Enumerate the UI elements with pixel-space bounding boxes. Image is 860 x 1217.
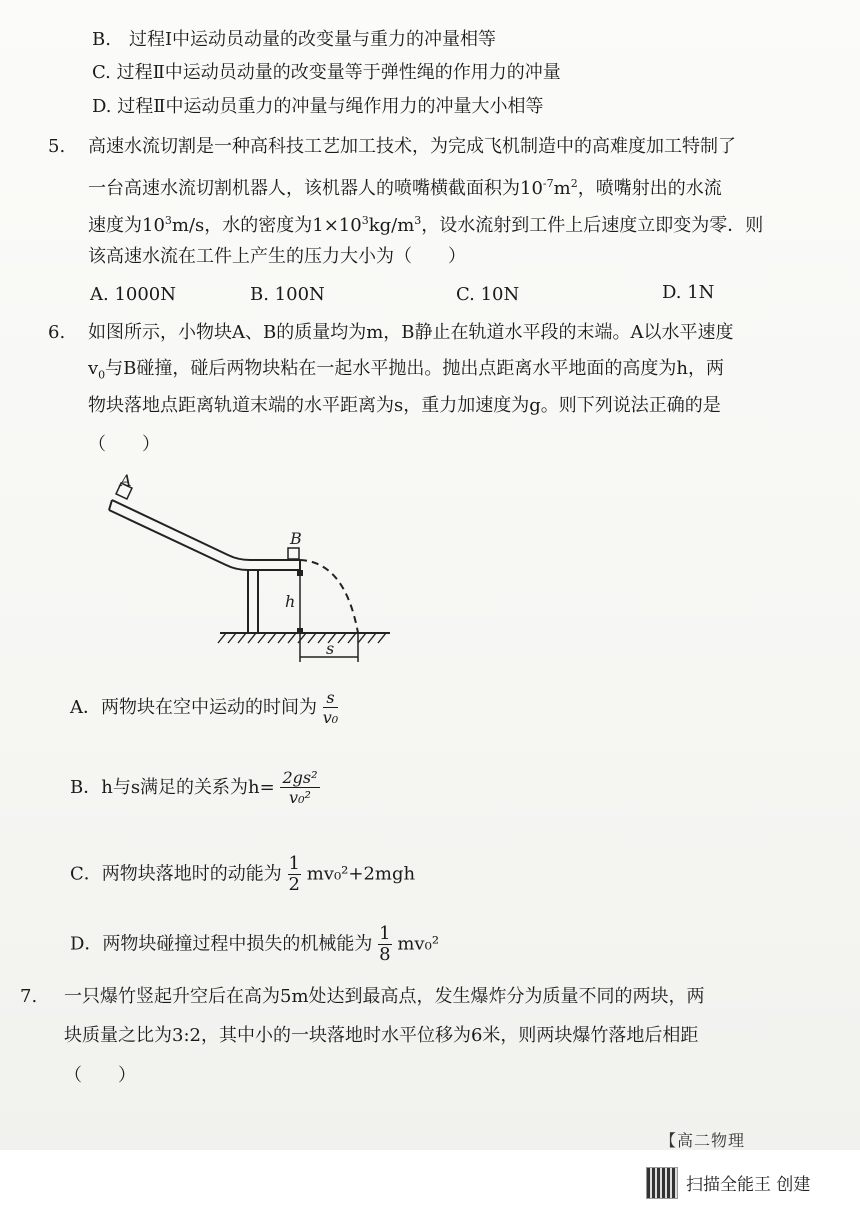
q6-figure xyxy=(100,470,400,670)
q7-line3: （ ） xyxy=(64,1065,136,1086)
q5-option-a: A. 1000N xyxy=(90,284,177,305)
label-a: A xyxy=(120,471,132,490)
block-b xyxy=(288,548,299,559)
label-s: s xyxy=(326,639,335,658)
q5-line4: 该高速水流在工件上产生的压力大小为（ ） xyxy=(88,246,466,267)
q5-line2: 一台高速水流切割机器人，该机器人的喷嘴横截面积为$10^{-7}m^2$，喷嘴射出的水流 xyxy=(88,177,722,199)
scanner-brand: 扫描全能王 创建 xyxy=(686,1175,811,1195)
track-top-edge xyxy=(112,500,300,560)
q6-option-d: D．两物块碰撞过程中损失的机械能为 $\frac{1}{8}$ mv₀² xyxy=(70,923,440,965)
q5-option-b: B. 100N xyxy=(250,284,325,305)
q6-line3: 物块落地点距离轨道末端的水平距离为s，重力加速度为g。则下列说法正确的是 xyxy=(88,395,721,416)
q5-option-c: C. 10N xyxy=(456,284,520,305)
q5-option-d: D. 1N xyxy=(662,282,715,303)
label-b: B xyxy=(290,529,302,548)
q4-option-d: D. 过程Ⅱ中运动员重力的冲量与绳作用力的冲量大小相等 xyxy=(92,96,544,117)
q5-number: 5. xyxy=(48,136,66,157)
q7-line2: 块质量之比为3:2，其中小的一块落地时水平位移为6米，则两块爆竹落地后相距 xyxy=(64,1025,699,1046)
qr-code-icon xyxy=(646,1167,678,1199)
q6-line1: 如图所示，小物块A、B的质量均为m，B静止在轨道水平段的末端。A以水平速度 xyxy=(88,322,734,343)
q4-option-c: C. 过程Ⅱ中运动员动量的改变量等于弹性绳的作用力的冲量 xyxy=(92,62,561,83)
page-header-fragment: 【高二物理 xyxy=(660,1131,797,1150)
q6-number: 6. xyxy=(48,322,66,343)
q5-line1: 高速水流切割是一种高科技工艺加工技术，为完成飞机制造中的高难度加工特制了 xyxy=(88,136,736,157)
q7-number: 7. xyxy=(20,986,38,1007)
q6-option-c: C．两物块落地时的动能为 $\frac{1}{2}$ mv₀²+2mgh xyxy=(70,853,416,895)
trajectory xyxy=(300,560,358,633)
q6-line2: $v_0$与B碰撞，碰后两物块粘在一起水平抛出。抛出点距离水平地面的高度为h，两 xyxy=(88,358,724,382)
q7-line1: 一只爆竹竖起升空后在高为5m处达到最高点，发生爆炸分为质量不同的两块，两 xyxy=(64,986,705,1007)
q6-option-a: A．两物块在空中运动的时间为 $\frac{s}{\text{v₀}}$ xyxy=(70,688,339,727)
q4-option-b: B. 过程Ⅰ中运动员动量的改变量与重力的冲量相等 xyxy=(92,29,497,50)
q6-line4: （ ） xyxy=(88,434,160,455)
q5-line3: 速度为$10^3m/s$，水的密度为$1\times 10^3kg/m^3$，设水流射到工件上后速度立即变为零．则 xyxy=(88,214,764,236)
q6-option-b: B．h与s满足的关系为h= $\frac{\text{2gs²}}{\text{v₀²}}$ xyxy=(70,768,318,807)
label-h: h xyxy=(285,592,296,611)
